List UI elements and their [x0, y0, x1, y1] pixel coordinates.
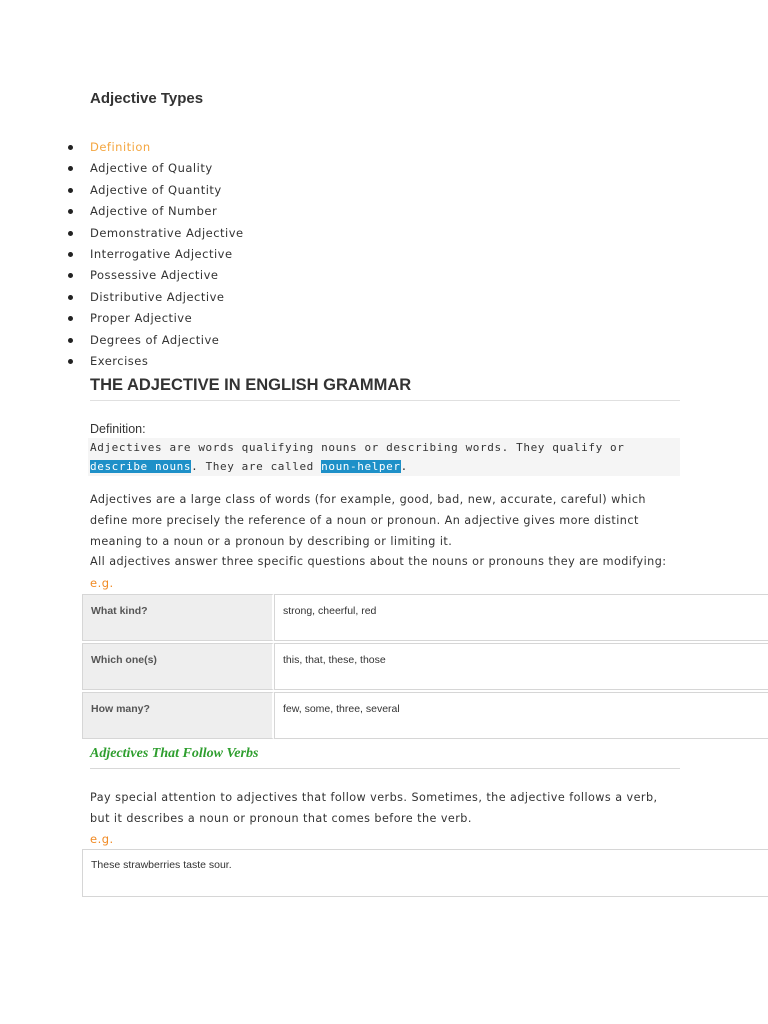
toc-item-label: Interrogative Adjective — [90, 246, 233, 261]
example-sentence-box — [82, 849, 768, 897]
toc-item-label: Exercises — [90, 353, 149, 368]
highlight-describe-nouns: describe nouns — [90, 460, 192, 473]
toc-item-label: Proper Adjective — [90, 311, 193, 326]
toc-item-label: Definition — [90, 140, 151, 154]
table-row — [82, 643, 768, 690]
toc-item-possessive[interactable] — [0, 265, 400, 286]
toc-item-interrogative[interactable] — [0, 244, 400, 265]
toc-item-definition[interactable] — [0, 137, 400, 158]
toc-item-label: Possessive Adjective — [90, 268, 219, 283]
toc-item-demonstrative[interactable] — [0, 223, 400, 244]
question-table — [82, 592, 768, 741]
toc-item-proper[interactable] — [0, 308, 400, 329]
question-cell: How many? — [82, 692, 274, 739]
adjective-types-list — [0, 137, 400, 372]
toc-item-quality[interactable] — [0, 158, 400, 179]
answer-cell: this, that, these, those — [274, 643, 768, 690]
toc-item-label: Degrees of Adjective — [90, 332, 220, 347]
toc-item-label: Distributive Adjective — [90, 289, 225, 304]
definition-box — [88, 438, 680, 476]
toc-item-degrees[interactable] — [0, 330, 400, 351]
toc-item-label: Adjective of Quantity — [90, 182, 222, 197]
bullet-icon — [68, 209, 73, 214]
answer-cell: strong, cheerful, red — [274, 594, 768, 641]
bullet-icon — [68, 252, 73, 257]
section-title: THE ADJECTIVE IN ENGLISH GRAMMAR — [90, 376, 680, 401]
bullet-icon — [68, 231, 73, 236]
bullet-icon — [68, 273, 73, 278]
bullet-icon — [68, 338, 73, 343]
eg-label: e.g. — [90, 576, 114, 590]
table-row — [82, 692, 768, 739]
table-row — [82, 594, 768, 641]
definition-label: Definition: — [90, 422, 146, 436]
bullet-icon — [68, 316, 73, 321]
bullet-icon — [68, 188, 73, 193]
toc-item-distributive[interactable] — [0, 287, 400, 308]
question-cell: Which one(s) — [82, 643, 274, 690]
definition-text: . They are called — [191, 460, 322, 473]
highlight-noun-helper: noun-helper — [321, 460, 401, 473]
toc-item-quantity[interactable] — [0, 180, 400, 201]
example-sentence: These strawberries taste sour. — [91, 859, 232, 871]
intro-paragraph: Adjectives are a large class of words (for example, good, bad, new, accurate, careful) which define more precisely the reference of a noun or pronoun. An adjective gives more distinct meaning to a noun or a pronoun by describing or limiting it. — [90, 493, 646, 548]
toc-item-exercises[interactable] — [0, 351, 400, 372]
question-cell: What kind? — [82, 594, 274, 641]
sub-heading: Adjectives That Follow Verbs — [90, 746, 680, 769]
toc-item-label: Adjective of Quality — [90, 161, 213, 176]
toc-item-label: Adjective of Number — [90, 204, 218, 219]
definition-text: Adjectives are words qualifying nouns or describing words. They qualify or — [90, 441, 625, 454]
follow-verbs-paragraph: Pay special attention to adjectives that follow verbs. Sometimes, the adjective follows a verb, but it describes a noun or pronoun that comes before the verb. — [90, 791, 658, 825]
definition-text: . — [400, 460, 408, 473]
eg-label: e.g. — [90, 832, 114, 846]
answer-cell: few, some, three, several — [274, 692, 768, 739]
bullet-icon — [68, 145, 73, 150]
questions-paragraph: All adjectives answer three specific questions about the nouns or pronouns they are modifying: — [90, 555, 667, 568]
bullet-icon — [68, 295, 73, 300]
toc-item-number[interactable] — [0, 201, 400, 222]
bullet-icon — [68, 166, 73, 171]
page-heading: Adjective Types — [90, 90, 204, 107]
toc-item-label: Demonstrative Adjective — [90, 225, 244, 240]
bullet-icon — [68, 359, 73, 364]
